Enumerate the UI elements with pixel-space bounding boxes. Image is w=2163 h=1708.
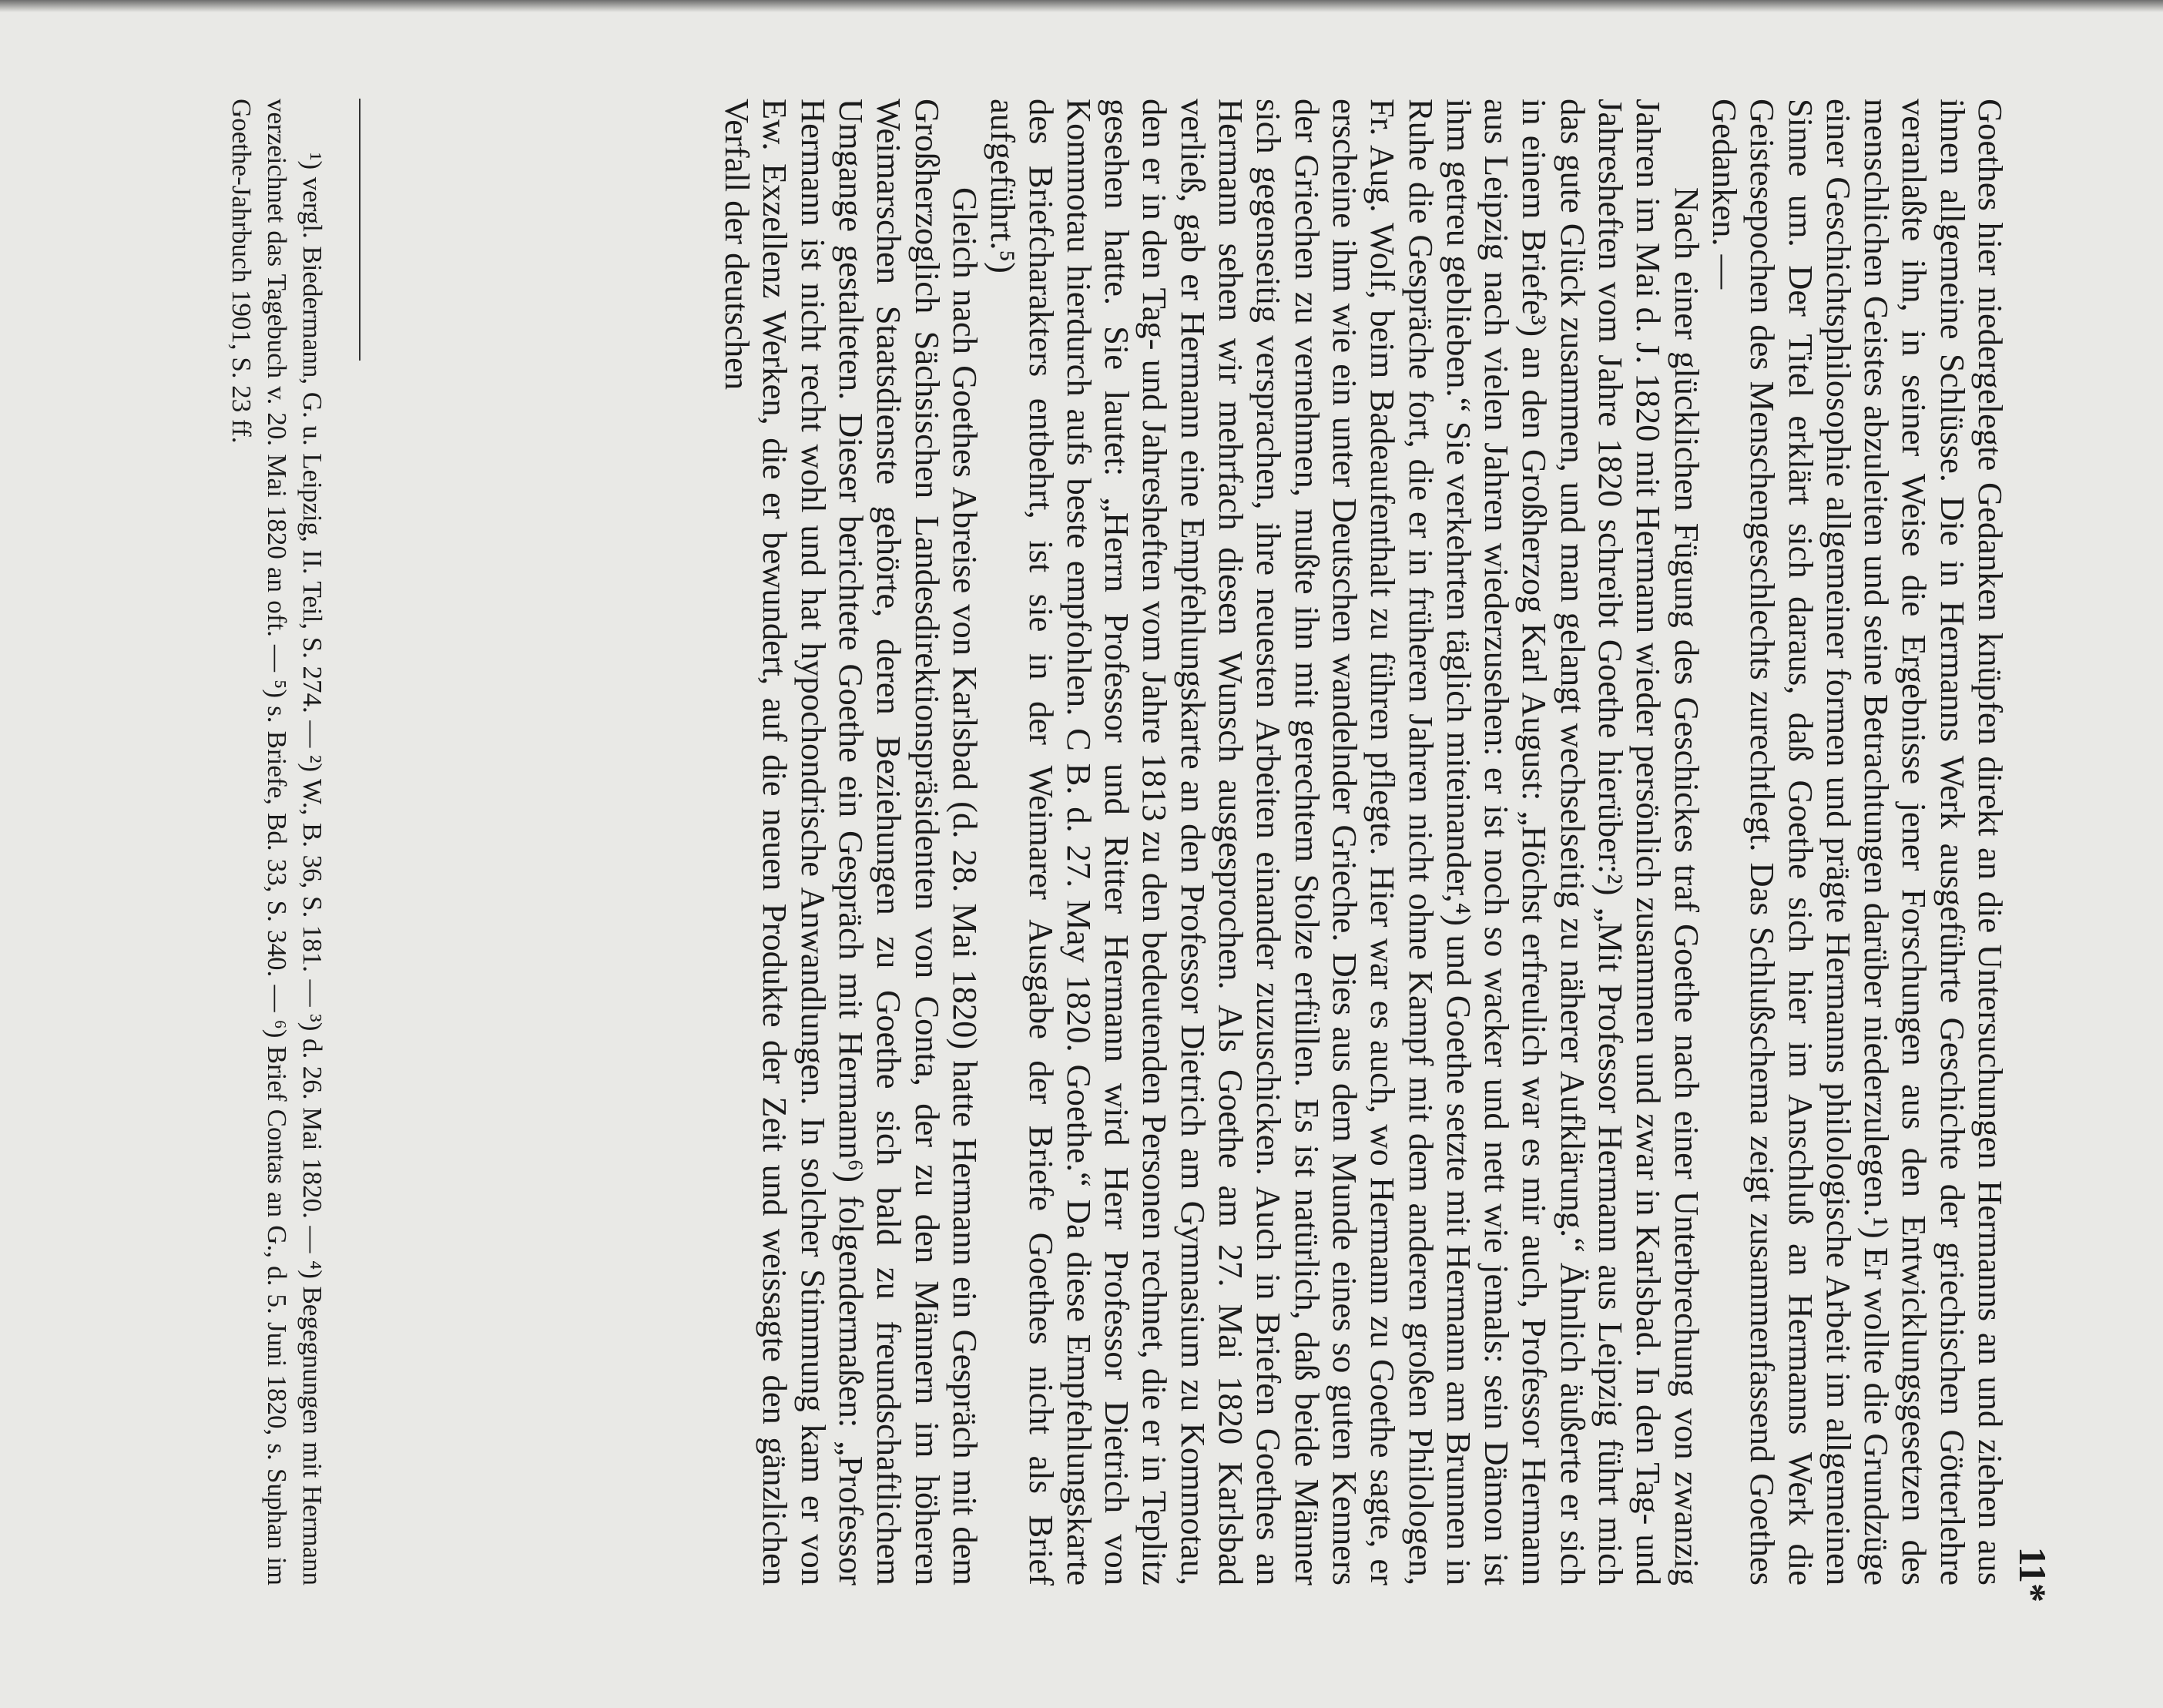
page-number: 11* — [2011, 1546, 2054, 1602]
footnotes — [223, 99, 330, 1586]
footnote-rule — [359, 99, 360, 361]
body-text — [718, 99, 2009, 1586]
footnote-text: ¹) vergl. Biedermann, G. u. Leipzig, II. Teil, S. 274. — ²) W., B. 36, S. 181. — ³) d. 26. Mai 1820. — ⁴) Begegnungen mit Hermann verzeichnet das Tagebuch v. 20. Mai 1820 an oft. — ⁵) s. Briefe, Bd. 33, S. 340. — ⁶) Brief Contas an G., d. 5. Juni 1820, s. Suphan im Goethe-Jahrbuch 1901, S. 23 ff. — [226, 99, 327, 1586]
paragraph: Goethes hier niedergelegte Gedanken knüpfen direkt an die Untersuchungen Hermanns an und ziehen aus ihnen allgemeine Schlüsse. Die in Hermanns Werk ausgeführte Geschichte der griechischen Götterlehre veranlaßte ihn, in seiner Weise die Ergebnisse jener Forschungen aus den Entwicklungsgesetzen des menschlichen Geistes abzuleiten und seine Betrachtungen darüber niederzulegen.¹) Er wollte die Grundzüge einer Geschichtsphilosophie allgemeiner formen und prägte Hermanns philologische Arbeit im allgemeinen Sinne um. Der Titel erklärt sich daraus, daß Goethe sich hier im Anschluß an Hermanns Werk die Geistesepochen des Menschengeschlechts zurechtlegt. Das Schlußschema zeigt zusammenfassend Goethes Gedanken. — — [1705, 99, 2010, 1586]
paragraph: Gleich nach Goethes Abreise von Karlsbad (d. 28. Mai 1820) hatte Hermann ein Gespräch mit dem Großherzoglich Sächsischen Landesdirektionspräsidenten von Conta, der zu den Männern im höheren Weimarschen Staatsdienste gehörte, deren Beziehungen zu Goethe sich bald zu freundschaftlichem Umgange gestalteten. Dieser berichtete Goethe ein Gespräch mit Hermann⁶) folgendermaßen: „Professor Hermann ist nicht recht wohl und hat hypochondrische Anwandlungen. In solcher Stimmung kam er von Ew. Exzellenz Werken, die er bewundert, auf die neuen Produkte der Zeit und weissagte den gänzlichen Verfall der deutschen — [718, 99, 984, 1586]
paragraph: Nach einer glücklichen Fügung des Geschickes traf Goethe nach einer Unterbrechung von zwanzig Jahren im Mai d. J. 1820 mit Hermann wieder persönlich zusammen und zwar in Karlsbad. In den Tag- und Jahresheften vom Jahre 1820 schreibt Goethe hierüber:²) „Mit Professor Hermann aus Leipzig führt mich das gute Glück zusammen, und man gelangt wechselseitig zu näherer Aufklärung.“ Ähnlich äußerte er sich in einem Briefe³) an den Großherzog Karl August: „Höchst erfreulich war es mir auch, Professor Hermann aus Leipzig nach vielen Jahren wiederzusehen: er ist noch so wacker und nett wie jemals: sein Dämon ist ihm getreu geblieben.“ Sie verkehrten täglich miteinander,⁴) und Goethe setzte mit Hermann am Brunnen in Ruhe die Gespräche fort, die er in früheren Jahren nicht ohne Kampf mit dem anderen großen Philologen, Fr. Aug. Wolf, beim Badeaufenthalt zu führen pflegte. Hier war es auch, wo Hermann zu Goethe sagte, er erscheine ihm wie ein unter Deutschen wandelnder Grieche. Dies aus dem Munde eines so guten Kenners der Griechen zu vernehmen, mußte ihn mit gerechtem Stolze erfüllen. Es ist natürlich, daß beide Männer sich gegenseitig versprachen, ihre neuesten Arbeiten einander zuzuschicken. Auch in Briefen Goethes an Hermann sehen wir mehrfach diesen Wunsch ausgesprochen. Als Goethe am 27. Mai 1820 Karlsbad verließ, gab er Hermann eine Empfehlungskarte an den Professor Dietrich am Gymnasium zu Kommotau, den er in den Tag- und Jahresheften vom Jahre 1813 zu den bedeutenden Personen rechnet, die er in Teplitz gesehen hatte. Sie lautet: „Herrn Professor und Ritter Hermann wird Herr Professor Dietrich von Kommotau hierdurch aufs beste empfohlen. C B. d. 27. May 1820. Goethe.“ Da diese Empfehlungskarte des Briefcharakters entbehrt, ist sie in der Weimarer Ausgabe der Briefe Goethes nicht als Brief aufgeführt.⁵) — [984, 99, 1706, 1586]
